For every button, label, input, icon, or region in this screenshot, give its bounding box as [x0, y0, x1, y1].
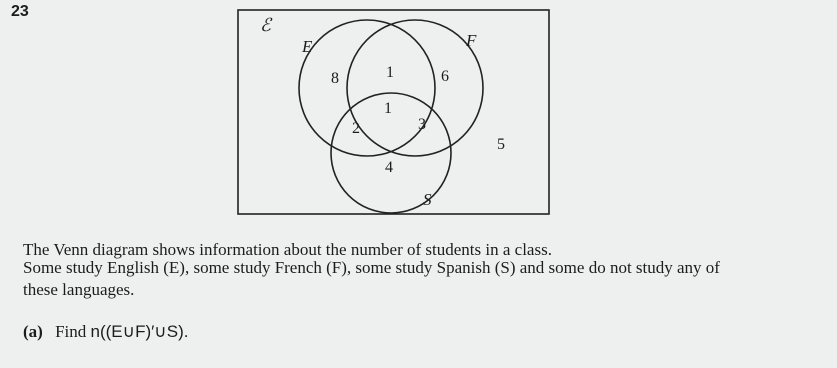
part-a-label: (a)	[23, 322, 43, 341]
region-f-only-value: 6	[441, 68, 449, 85]
question-intro-line-2: Some study English (E), some study French (F), some study Spanish (S) and some do not study any of	[23, 258, 720, 277]
region-f-and-s-only-value: 3	[418, 116, 426, 133]
region-e-only-value: 8	[331, 70, 339, 87]
region-e-and-f-only-value: 1	[386, 64, 394, 81]
universal-set-symbol: ℰ	[260, 15, 271, 35]
question-number: 23	[11, 3, 29, 20]
region-outside-value: 5	[497, 136, 505, 153]
set-s-label: S	[423, 190, 432, 209]
part-a-expression: n((E∪F)′∪S).	[90, 322, 189, 341]
set-f-label: F	[466, 31, 477, 50]
region-s-only-value: 4	[385, 159, 393, 176]
set-e-label: E	[302, 37, 313, 56]
region-e-f-s-value: 1	[384, 100, 392, 117]
region-e-and-s-only-value: 2	[352, 120, 360, 137]
question-part-a	[23, 322, 188, 342]
question-intro-line-1: The Venn diagram shows information about the number of students in a class.	[23, 240, 552, 259]
part-a-text: Find	[55, 322, 87, 341]
question-intro-line-3: these languages.	[23, 280, 135, 299]
universal-set-rectangle	[238, 10, 549, 214]
